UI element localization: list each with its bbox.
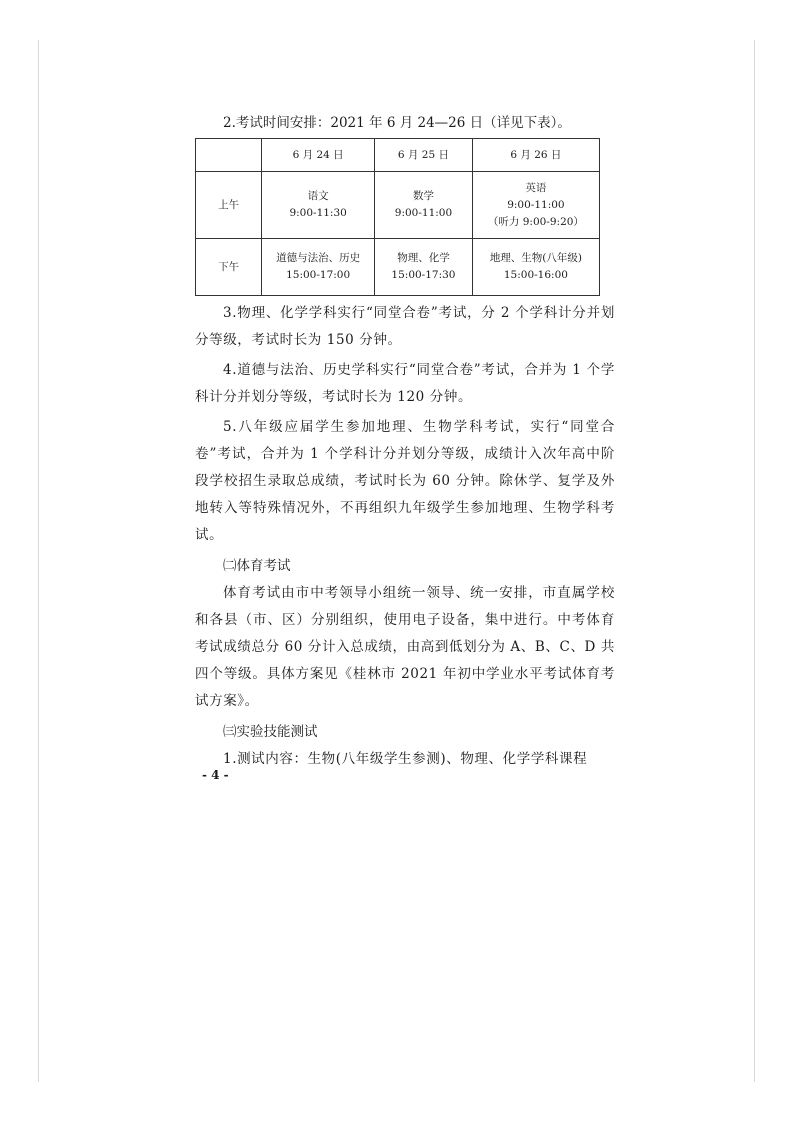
subject-physics-chemistry: 物理、化学	[397, 252, 450, 264]
table-header-row	[196, 139, 600, 172]
subsection-pe-title: ㈡体育考试	[223, 558, 291, 574]
time-physics-chemistry: 15:00-17:30	[391, 269, 456, 281]
cell-pm-june-25	[375, 239, 473, 296]
time-math: 9:00-11:00	[394, 207, 453, 219]
paragraph-4: 4.道德与法治、历史学科实行“同堂合卷”考试，合并为 1 个学科计分并划分等级，考试时长为 120 分钟。	[195, 362, 615, 405]
cell-am-june-26	[472, 172, 599, 239]
subject-geography-biology: 地理、生物(八年级)	[489, 252, 583, 264]
afternoon-label: 下午	[196, 239, 262, 296]
left-margin-rule	[38, 40, 39, 1082]
subject-ethics-history: 道德与法治、历史	[276, 252, 361, 264]
right-margin-rule	[754, 40, 755, 1082]
table-row-morning	[196, 172, 600, 239]
subsection-lab-title: ㈢实验技能测试	[223, 724, 318, 740]
paragraph-3: 3.物理、化学学科实行“同堂合卷”考试，分 2 个学科计分并划分等级，考试时长为 150 分钟。	[195, 305, 615, 348]
time-english: 9:00-11:00	[507, 198, 565, 211]
time-listening: （听力 9:00-9:20）	[487, 215, 584, 228]
header-june-25: 6 月 25 日	[375, 139, 473, 172]
time-ethics-history: 15:00-17:00	[286, 269, 351, 281]
page-number: - 4 -	[202, 768, 229, 782]
header-june-24: 6 月 24 日	[262, 139, 375, 172]
paragraph-lab-content: 1.测试内容：生物(八年级学生参测)、物理、化学学科课程	[223, 751, 588, 767]
header-june-26: 6 月 26 日	[472, 139, 599, 172]
page-content	[195, 110, 615, 773]
header-empty-cell	[196, 139, 262, 172]
subject-english: 英语	[525, 181, 547, 194]
paragraph-5: 5.八年级应届学生参加地理、生物学科考试，实行“同堂合卷”考试，合并为 1 个学科计分并划分等级，成绩计入次年高中阶段学校招生录取总成绩，考试时长为 60 分钟。除休学、复学及外地转入等特殊情况外，不再组织九年级学生参加地理、生物学科考试。	[195, 419, 615, 543]
exam-schedule-table	[195, 138, 600, 296]
time-chinese: 9:00-11:30	[289, 207, 347, 219]
morning-label: 上午	[196, 172, 262, 239]
cell-am-june-24	[262, 172, 375, 239]
subject-chinese: 语文	[307, 190, 329, 202]
paragraph-pe: 体育考试由市中考领导小组统一领导、统一安排，市直属学校和各县（市、区）分别组织，使用电子设备，集中进行。中考体育考试成绩总分 60 分计入总成绩，由高到低划分为 A、B、C、D 共四个等级。具体方案见《桂林市 2021 年初中学业水平考试体育考试方案》。	[195, 585, 615, 709]
cell-am-june-25	[375, 172, 473, 239]
section-2-heading: 2.考试时间安排：2021 年 6 月 24—26 日（详见下表）。	[223, 115, 571, 131]
cell-pm-june-26	[472, 239, 599, 296]
time-geography-biology: 15:00-16:00	[503, 269, 568, 281]
cell-pm-june-24	[262, 239, 375, 296]
table-row-afternoon	[196, 239, 600, 296]
subject-math: 数学	[412, 190, 434, 202]
